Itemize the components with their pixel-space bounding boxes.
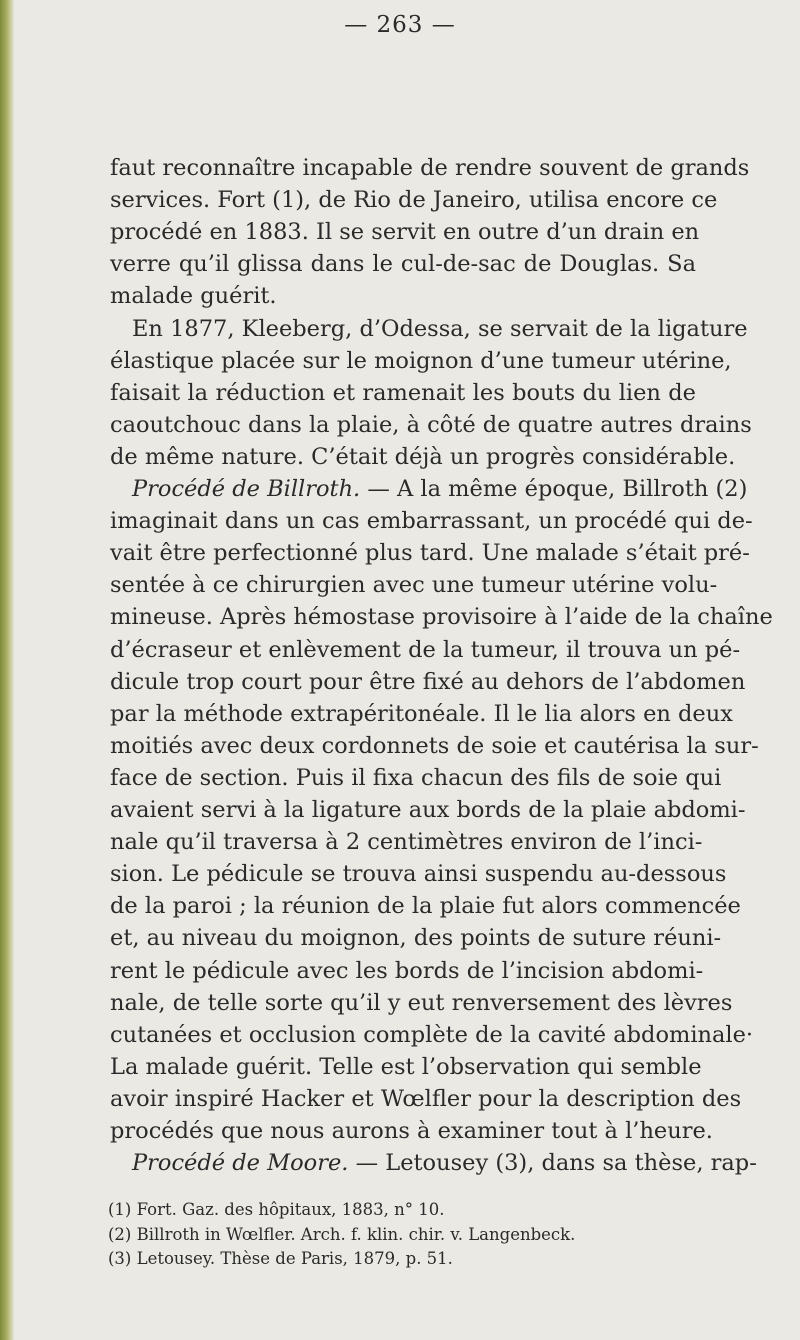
text-line-content: nale, de telle sorte qu’il y eut renversement des lèvres — [110, 989, 733, 1016]
text-line-content: face de section. Puis il fixa chacun des fils de soie qui — [110, 764, 722, 791]
text-line-content: mineuse. Après hémostase provisoire à l’aide de la chaîne — [110, 604, 773, 631]
text-line-content: élastique placée sur le moignon d’une tumeur utérine, — [110, 347, 732, 374]
text-line — [110, 409, 752, 441]
text-line-content: verre qu’il glissa dans le cul-de-sac de Douglas. Sa — [110, 251, 696, 278]
text-line-content: cutanées et occlusion complète de la cavité abdominale· — [110, 1021, 754, 1048]
text-line — [110, 184, 718, 216]
text-line — [132, 473, 748, 505]
text-line-content: rent le pédicule avec les bords de l’incision abdomi- — [110, 957, 704, 984]
text-line — [110, 505, 753, 537]
footnote: (3) Letousey. Thèse de Paris, 1879, p. 51. — [108, 1249, 453, 1268]
text-line-content: caoutchouc dans la plaie, à côté de quatre autres drains — [110, 411, 752, 438]
text-line-content: malade guérit. — [110, 283, 277, 310]
text-line-content: avoir inspiré Hacker et Wœlfler pour la description des — [110, 1085, 742, 1112]
text-line-content: imaginait dans un cas embarrassant, un procédé qui de- — [110, 508, 753, 535]
text-line-content: services. Fort (1), de Rio de Janeiro, utilisa encore ce — [110, 187, 718, 214]
text-line — [110, 698, 733, 730]
text-line — [110, 441, 736, 473]
text-line — [110, 1115, 713, 1147]
text-line — [110, 666, 746, 698]
text-line — [110, 730, 759, 762]
text-line-content: de même nature. C’était déjà un progrès considérable. — [110, 443, 736, 470]
text-line — [110, 152, 750, 184]
text-line-content: et, au niveau du moignon, des points de suture réuni- — [110, 925, 722, 952]
section-heading-italic: Procédé de Moore. — [132, 1150, 349, 1177]
text-line — [110, 826, 703, 858]
text-line — [110, 537, 750, 569]
text-line — [110, 762, 722, 794]
text-line — [110, 216, 700, 248]
text-line — [110, 345, 732, 377]
text-line — [110, 955, 704, 987]
text-line — [110, 248, 696, 280]
text-line — [110, 890, 741, 922]
text-line-content: procédé en 1883. Il se servit en outre d’un drain en — [110, 219, 700, 246]
text-line-content: La malade guérit. Telle est l’observation qui semble — [110, 1053, 702, 1080]
text-line-content: procédés que nous aurons à examiner tout à l’heure. — [110, 1118, 713, 1144]
footnote: (1) Fort. Gaz. des hôpitaux, 1883, n° 10. — [108, 1200, 445, 1219]
text-line-content: de la paroi ; la réunion de la plaie fut alors commencée — [110, 893, 741, 920]
text-line — [110, 922, 722, 954]
text-line-content: sion. Le pédicule se trouva ainsi suspendu au-dessous — [110, 861, 727, 888]
text-line — [110, 634, 741, 666]
text-line-content: dicule trop court pour être fixé au dehors de l’abdomen — [110, 668, 746, 695]
text-line-content: En 1877, Kleeberg, d’Odessa, se servait de la ligature — [132, 315, 748, 342]
section-heading-italic: Procédé de Billroth. — [132, 476, 361, 502]
text-line-content: faut reconnaître incapable de rendre souvent de grands — [110, 155, 750, 181]
text-line-content: moitiés avec deux cordonnets de soie et cautérisa la sur- — [110, 732, 759, 759]
page-number: — 263 — — [344, 12, 456, 38]
text-line — [132, 313, 748, 345]
text-line — [110, 377, 696, 409]
text-line — [110, 1083, 742, 1115]
text-line — [110, 1051, 702, 1083]
text-line-content: — Letousey (3), dans sa thèse, rap- — [348, 1150, 757, 1177]
text-line-content: vait être perfectionné plus tard. Une malade s’était pré- — [110, 540, 750, 567]
text-line-content: d’écraseur et enlèvement de la tumeur, il trouva un pé- — [110, 636, 741, 663]
text-line — [110, 601, 773, 633]
text-line-content: faisait la réduction et ramenait les bouts du lien de — [110, 379, 696, 406]
text-line — [110, 1019, 754, 1051]
text-line-content: sentée à ce chirurgien avec une tumeur utérine volu- — [110, 572, 718, 599]
footnote: (2) Billroth in Wœlfler. Arch. f. klin. chir. v. Langenbeck. — [108, 1224, 576, 1244]
text-line — [110, 987, 733, 1019]
text-line — [110, 569, 718, 601]
text-line-content: avaient servi à la ligature aux bords de la plaie abdomi- — [110, 797, 746, 823]
text-line — [110, 858, 727, 890]
text-line-content: nale qu’il traversa à 2 centimètres environ de l’inci- — [110, 829, 703, 856]
text-line-content: par la méthode extrapéritonéale. Il le lia alors en deux — [110, 700, 733, 727]
text-line-content: — A la même époque, Billroth (2) — [360, 476, 748, 502]
text-line — [110, 794, 746, 826]
text-line — [132, 1147, 757, 1179]
text-line — [110, 280, 696, 312]
